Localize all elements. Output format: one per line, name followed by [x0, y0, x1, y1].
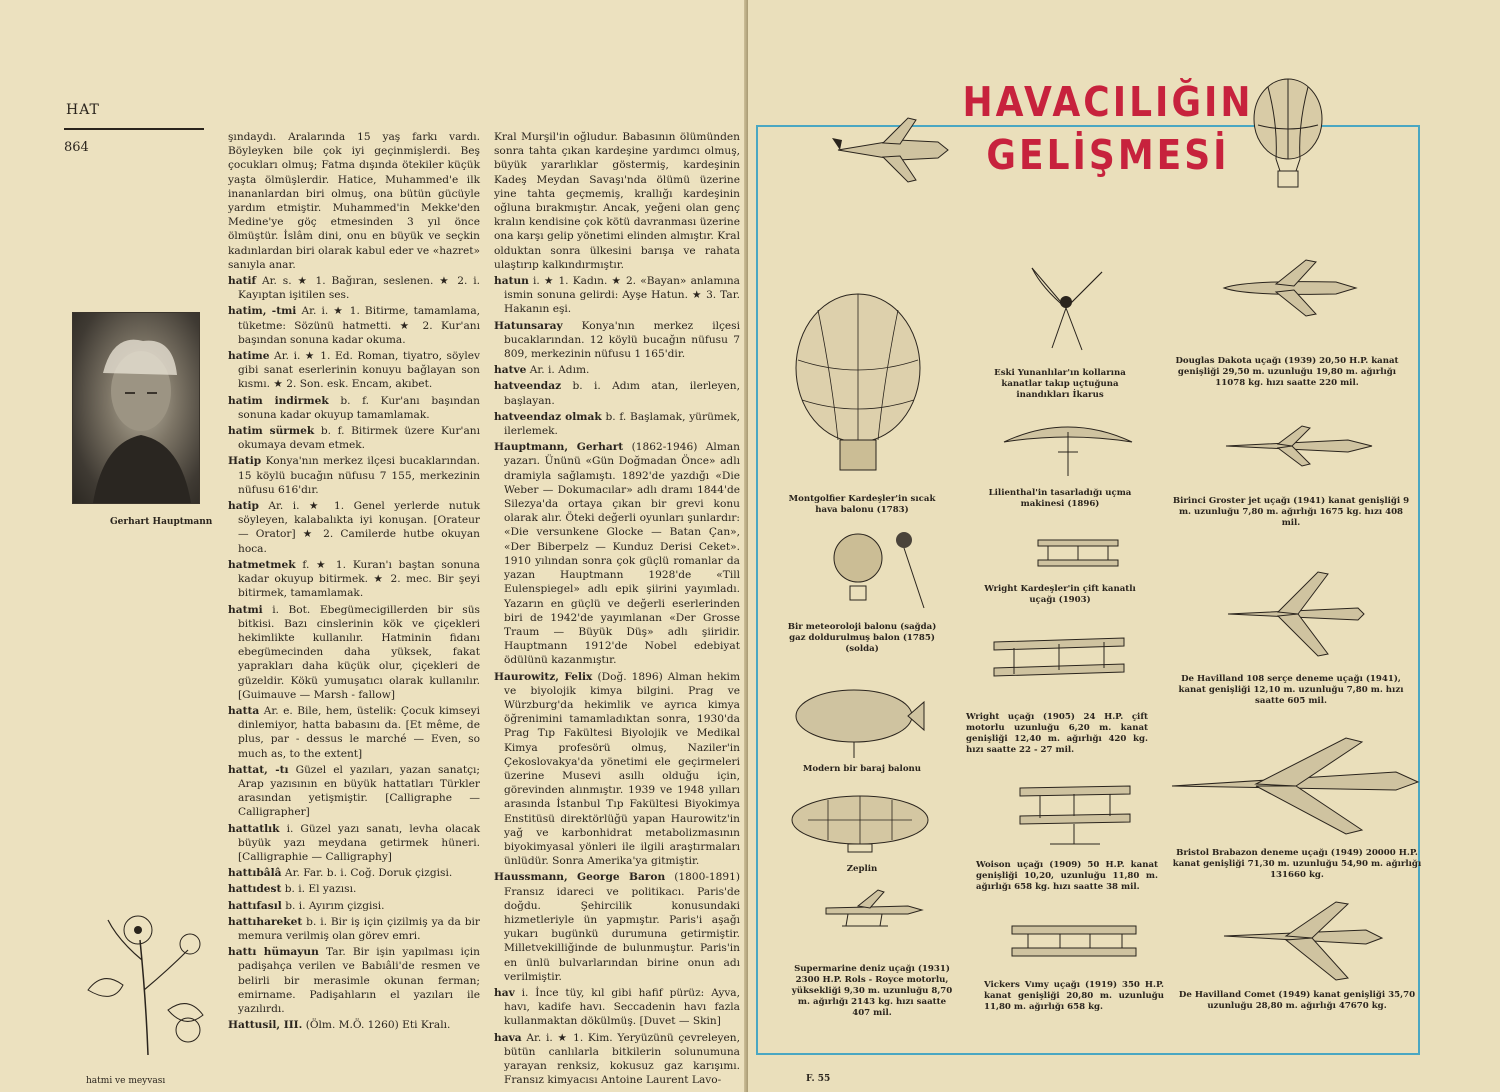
- headword: Hattusil, III.: [228, 1019, 303, 1032]
- head-rule: [64, 128, 204, 130]
- headword: hattatlık: [228, 822, 280, 835]
- entry: [228, 274, 480, 302]
- supermarine-illustration: [818, 886, 928, 946]
- caption-dakota: Douglas Dakota uçağı (1939) 20,50 H.P. kanat genişliği 29,50 m. uzunluğu 19,80 m. ağırlığı 11078 kg. hızı saatte 220 mil.: [1175, 356, 1399, 388]
- hauptmann-portrait: [72, 312, 200, 504]
- entry: [228, 866, 480, 880]
- definition: b. f. Bitirmek üzere Kur'anı okumaya devam etmek.: [238, 425, 480, 452]
- caption-baraj: Modern bir baraj balonu: [802, 764, 922, 774]
- headword: hatip: [228, 500, 259, 513]
- entry: [228, 304, 480, 347]
- headword: hattı hümayun: [228, 946, 319, 959]
- headword: hatim sürmek: [228, 425, 315, 438]
- caption-wright1905: Wright uçağı (1905) 24 H.P. çift motorlu uzunluğu 6,20 m. kanat genişliği 12,40 m. ağırlığı 420 kg. hızı saatte 22 - 27 mil.: [966, 712, 1148, 755]
- definition: Konya'nın merkez ilçesi bucaklarından. 12 köylü bucağın nüfusu 7 809, merkezinin nüfusu 1 165'dir.: [504, 319, 740, 361]
- caption-montgolfier: Montgolfier Kardeşler'in sıcak hava balonu (1783): [788, 494, 936, 515]
- headword: hatveendaz olmak: [494, 410, 602, 423]
- caption-ikarus: Eski Yunanlılar'ın kollarına kanatlar takıp uçtuğuna inandıkları İkarus: [994, 368, 1126, 400]
- caption-comet: De Havilland Comet (1949) kanat genişliği 35,70 uzunluğu 28,80 m. ağırlığı 47670 kg.: [1178, 990, 1416, 1011]
- entry: [228, 603, 480, 702]
- headword: hava: [494, 1031, 522, 1044]
- wright-1903-illustration: [1028, 530, 1128, 580]
- entry: [228, 454, 480, 497]
- headword: hav: [494, 986, 515, 999]
- wright-1905-illustration: [984, 628, 1134, 698]
- entry: [228, 349, 480, 392]
- entry: [228, 822, 480, 865]
- entry: [494, 440, 740, 667]
- zeppelin-illustration: [788, 790, 938, 860]
- definition: (1862-1946) Alman yazarı. Ününü «Gün Doğmadan Önce» adlı dramiyla sağlamıştı. 1892'de yazdığı «Die Weber — Dokumacılar» adlı dramı 1844'de Silezya'da ortaya çıkan bir grevi konu olarak alır. Öteki değerli oyunları şunlardır: «Die versunkene Glocke — Batan Çan», «Der Biberpelz — Kunduz Derisi Ceket». 1910 yılından sonra çok güçlü romanlar da yazan Hauptmann 1928'de «Till Eulenspiegel» adlı epik şiirini yayımladı. Yazarın en güçlü ve değerli eserlerinden biri de 1942'de yayımlanan «Der Grosse Traum — Büyük Düş» adlı şiiridir. Hauptmann 1912'de Nobel edebiyat ödülünü kazanmıştır.: [504, 441, 741, 667]
- headword: hatmi: [228, 603, 263, 616]
- headword: Haurowitz, Felix: [494, 670, 593, 683]
- definition: f. ★ 1. Kuran'ı baştan sonuna kadar okuyup bitirmek. ★ 2. mec. Bir şeyi bitirmek, tamamlamak.: [238, 558, 481, 600]
- douglas-dakota-illustration: [1216, 254, 1366, 324]
- entry: [228, 882, 480, 896]
- entry: [494, 870, 740, 984]
- de-havilland-108-illustration: [1218, 564, 1368, 664]
- definition: i. ★ 1. Kadın. ★ 2. «Bayan» anlamına ismin sonuna gelirdi: Ayşe Hatun. ★ 3. Tar. Hakanın eşi.: [504, 275, 740, 316]
- headword: hattıbâlâ: [228, 867, 282, 880]
- definition: b. i. Adım atan, ilerleyen, başlayan.: [504, 380, 740, 407]
- headword: Hatunsaray: [494, 319, 563, 332]
- entry: [494, 379, 740, 407]
- entry: [494, 130, 740, 272]
- definition: Tar. Bir işin yapılması için padişahça verilen ve Babıâli'de resmen ve belirli bir merasimle okunan ferman; emirname. Padişahların el yazıları ile yazılırdı.: [238, 946, 481, 1015]
- definition: Ar. i. ★ 1. Ed. Roman, tiyatro, söylev gibi sanat eserlerinin konuyu bağlayan son kısmı. ★ 2. Son. esk. Encam, akıbet.: [238, 350, 481, 391]
- page-title: [948, 77, 1268, 183]
- bristol-brabazon-illustration: [1166, 730, 1422, 840]
- headword: hatveendaz: [494, 380, 562, 393]
- entry: [494, 1031, 740, 1088]
- page-number: 864: [64, 140, 89, 155]
- definition: Ar. i. Adım.: [529, 364, 590, 377]
- entry: [228, 945, 480, 1016]
- caption-havilland108: De Havilland 108 serçe deneme uçağı (1941), kanat genişliği 12,10 m. uzunluğu 7,80 m. hızı saatte 605 mil.: [1178, 674, 1404, 706]
- entry: [228, 915, 480, 943]
- headword: hattıdest: [228, 883, 282, 896]
- caption-vickers: Vickers Vımy uçağı (1919) 350 H.P. kanat genişliği 20,80 m. uzunluğu 11,80 m. ağırlığı 658 kg.: [984, 980, 1164, 1012]
- headword: Hatip: [228, 455, 262, 468]
- flower-caption: hatmi ve meyvası: [86, 1076, 166, 1086]
- definition: (1800-1891) Fransız idareci ve politikacı. Paris'de doğdu. Şehircilik konusundaki hizmetleriyle ün yapmıştır. Paris'i aşağı yukarı bugünkü durumuna getirmiştir. Milletvekilliğinde de bulunmuştur. Paris'in en ünlü bulvarlarından birine onun adı verilmiştir.: [504, 871, 741, 983]
- definition: b. i. El yazısı.: [284, 883, 357, 896]
- column-2: [494, 130, 740, 1089]
- headword: hattıhareket: [228, 915, 303, 928]
- definition: b. i. Ayırım çizgisi.: [285, 899, 385, 912]
- jet-sketch-illustration: [828, 110, 958, 190]
- definition: b. f. Başlamak, yürümek, ilerlemek.: [504, 410, 740, 438]
- left-page: [0, 0, 748, 1092]
- right-page: [748, 0, 1500, 1092]
- meteorology-balloon-illustration: [828, 528, 938, 618]
- definition: Ar. i. ★ 1. Kim. Yeryüzünü çevreleyen, bütün canlılarla bitkilerin solunumuna yarayan renksiz, kokusuz gaz karışımı. Fransız kimyacısı Antoine Laurent Lavo-: [504, 1031, 740, 1087]
- headword: hatif: [228, 275, 257, 288]
- entry: [494, 319, 740, 362]
- headword: hatime: [228, 350, 270, 363]
- definition: i. İnce tüy, kıl gibi hafif pürüz: Ayva, havı, kadife havı. Seccadenin havı fazla kullanmaktan dökülmüş. [Duvet — Skin]: [504, 986, 740, 1028]
- headword: hattat, -tı: [228, 763, 289, 776]
- vickers-vimy-illustration: [1004, 918, 1144, 968]
- headword: Hauptmann, Gerhart: [494, 441, 624, 454]
- definition: Ar. i. ★ 1. Bitirme, tamamlama, tüketme: Sözünü hatmetti. ★ 2. Kur'anı başından sonuna kadar okuma.: [238, 305, 481, 346]
- de-havilland-comet-illustration: [1216, 896, 1386, 986]
- definition: Güzel el yazıları, yazan sanatçı; Arap yazısının en büyük hattatları Türkler arasından yetişmiştir. [Calligraphe — Calligrapher]: [238, 763, 480, 819]
- hatmi-flower-illustration: [78, 880, 228, 1060]
- page-footer: F. 55: [806, 1074, 831, 1084]
- entry: [494, 274, 740, 317]
- balloon-sketch-illustration: [1248, 75, 1328, 195]
- woison-illustration: [1010, 776, 1140, 850]
- entry: [494, 410, 740, 438]
- definition: Ar. s. ★ 1. Bağıran, seslenen. ★ 2. i. Kayıptan işitilen ses.: [238, 275, 480, 302]
- definition: (Ölm. M.Ö. 1260) Eti Kralı.: [305, 1019, 451, 1032]
- entry: [228, 394, 480, 422]
- barrage-balloon-illustration: [788, 684, 928, 760]
- montgolfier-balloon-illustration: [788, 290, 928, 480]
- caption-zeplin: Zeplin: [846, 864, 878, 874]
- definition: (Doğ. 1896) Alman hekim ve biyolojik kimya bilgini. Prag ve Würzburg'da hekimlik ve ayrıca kimya öğrenimini tamamladıktan sonra, 1930'da Prag Tıp Fakültesi Biyolojik ve Medikal Kimya profesörü olmuş, Naziler'in Çekoslovakya'da yönetimi ele geçirmeleri üzerine Musevi asıllı olduğu için, görevinden alınmıştır. 1939 ve 1948 yılları arasında İstanbul Tıp Fakültesi Biyokimya Enstitüsü direktörlüğü yapan Haurowitz'in yağ ve karbonhidrat metabolizmasının biyokimyasal yönleri ile ilgili araştırmaları ünlüdür. Sonra Amerika'ya gitmiştir.: [504, 670, 740, 868]
- caption-supermarine: Supermarine deniz uçağı (1931) 2300 H.P. Rols - Royce motorlu, yüksekliği 9,30 m. uzunluğu 8,70 m. ağırlığı 2143 kg. hızı saatte 407 mil.: [791, 964, 953, 1018]
- definition: b. f. Kur'anı başından sonuna kadar okuyup tamamlamak.: [238, 394, 480, 421]
- definition: Ar. e. Bile, hem, üstelik: Çocuk kimseyi dinlemiyor, hatta babasını da. [Et même, de plus, par - dessus le marché — Even, so much as, to the extent]: [238, 704, 480, 760]
- headword: hatta: [228, 704, 260, 717]
- headword: hatun: [494, 275, 529, 288]
- entry: [228, 558, 480, 601]
- entry: [228, 899, 480, 913]
- caption-meteoroloji: Bir meteoroloji balonu (sağda) gaz doldurulmuş balon (1785) (solda): [787, 622, 937, 654]
- headword: hattıfasıl: [228, 899, 282, 912]
- ikarus-illustration: [1012, 258, 1122, 358]
- entry: [228, 704, 480, 761]
- headword: hatve: [494, 364, 527, 377]
- entry: [228, 424, 480, 452]
- entry: [228, 130, 480, 272]
- caption-brabazon: Bristol Brabazon deneme uçağı (1949) 20000 H.P. kanat genişliği 71,30 m. uzunluğu 54,90 m. ağırlığı 131660 kg.: [1172, 848, 1422, 880]
- definition: i. Bot. Ebegümecigillerden bir süs bitkisi. Bazı cinslerinin kök ve çiçekleri hekimlikte kullanılır. Hatminin fidanı ebegümecinden daha yüksek, fakat yaprakları daha küçük olur, çiçekleri de güzeldir. Kökü yumuşatıcı olarak kullanılır. [Guimauve — Marsh - fallow]: [238, 603, 480, 701]
- column-1: [228, 130, 480, 1034]
- entry: [494, 986, 740, 1029]
- headword: hatim, -tmi: [228, 305, 297, 318]
- title-line-1: HAVACILIĞIN: [962, 79, 1254, 127]
- headword: Haussmann, George Baron: [494, 871, 666, 884]
- definition: i. Güzel yazı sanatı, levha olacak büyük yazı meydana getirmek hüneri. [Calligraphie — Calligraphy]: [238, 822, 480, 863]
- caption-woison: Woison uçağı (1909) 50 H.P. kanat genişliği 10,20, uzunluğu 11,80 m. ağırlığı 658 kg. hızı saatte 38 mil.: [976, 860, 1158, 892]
- definition: Ar. i. ★ 1. Genel yerlerde nutuk söyleyen, kalabalıkta iyi konuşan. [Orateur — Orator] ★ 2. Camilerde hutbe okuyan hoca.: [238, 500, 480, 555]
- caption-wright-kardesler: Wright Kardeşler'in çift kanatlı uçağı (1903): [984, 584, 1136, 605]
- headword: hatmetmek: [228, 558, 296, 571]
- definition: Kral Murşil'in oğludur. Babasının ölümünden sonra tahta çıkan kardeşine yardımcı olmuş, büyük yararlıklar göstermiş, kardeşinin Kadeş Meydan Savaşı'nda ölümü üzerine yine tahta geçmemiş, krallığı kardeşinin oğluna bırakmıştır. Ancak, yeğeni olan genç kralın kendisine çok kötü davranması üzerine ona karşı gelip yönetimi elinden almıştır. Kral olduktan sonra ülkesini barışa ve rahata ulaştırıp kalkındırmıştır.: [494, 131, 740, 271]
- title-line-2: GELİŞMESİ: [986, 132, 1230, 180]
- headword: hatim indirmek: [228, 394, 329, 407]
- definition: şındaydı. Aralarında 15 yaş farkı vardı. Böyleyken bile çok iyi geçinmişlerdi. Beş çocukları olmuş; Fatma dışında ötekiler küçük yaşta ölmüşlerdir. Hatice, Muhammed'e ilk inananlardan biri olmuş, ona bütün gücüyle yardım etmiştir. Muhammed'in Mekke'den Medine'ye göç etmesinden 3 yıl önce ölmüştür. İslâm dini, onu en büyük ve seçkin kadınlardan biri olarak kabul eder ve «hazret» sanıyla anar.: [228, 131, 480, 271]
- definition: Konya'nın merkez ilçesi bucaklarından. 15 köylü bucağın nüfusu 7 155, merkezinin nüfusu 616'dır.: [238, 455, 480, 496]
- entry: [228, 1018, 480, 1032]
- entry: [228, 763, 480, 820]
- portrait-caption: Gerhart Hauptmann: [110, 517, 213, 527]
- groster-jet-illustration: [1218, 418, 1378, 472]
- caption-lilienthal: Lilienthal'in tasarladığı uçma makinesi (1896): [988, 488, 1132, 509]
- caption-groster: Birinci Groster jet uçağı (1941) kanat genişliği 9 m. uzunluğu 7,80 m. ağırlığı 1675 kg. hızı 408 mil.: [1172, 496, 1410, 528]
- definition: Ar. Far. b. i. Coğ. Doruk çizgisi.: [284, 867, 453, 880]
- definition: b. i. Bir iş için çizilmiş ya da bir memura verilmiş olan görev emri.: [238, 915, 480, 942]
- lilienthal-glider-illustration: [998, 412, 1138, 482]
- entry: [228, 499, 480, 556]
- entry: [494, 670, 740, 869]
- running-head: HAT: [66, 102, 100, 118]
- entry: [494, 363, 740, 377]
